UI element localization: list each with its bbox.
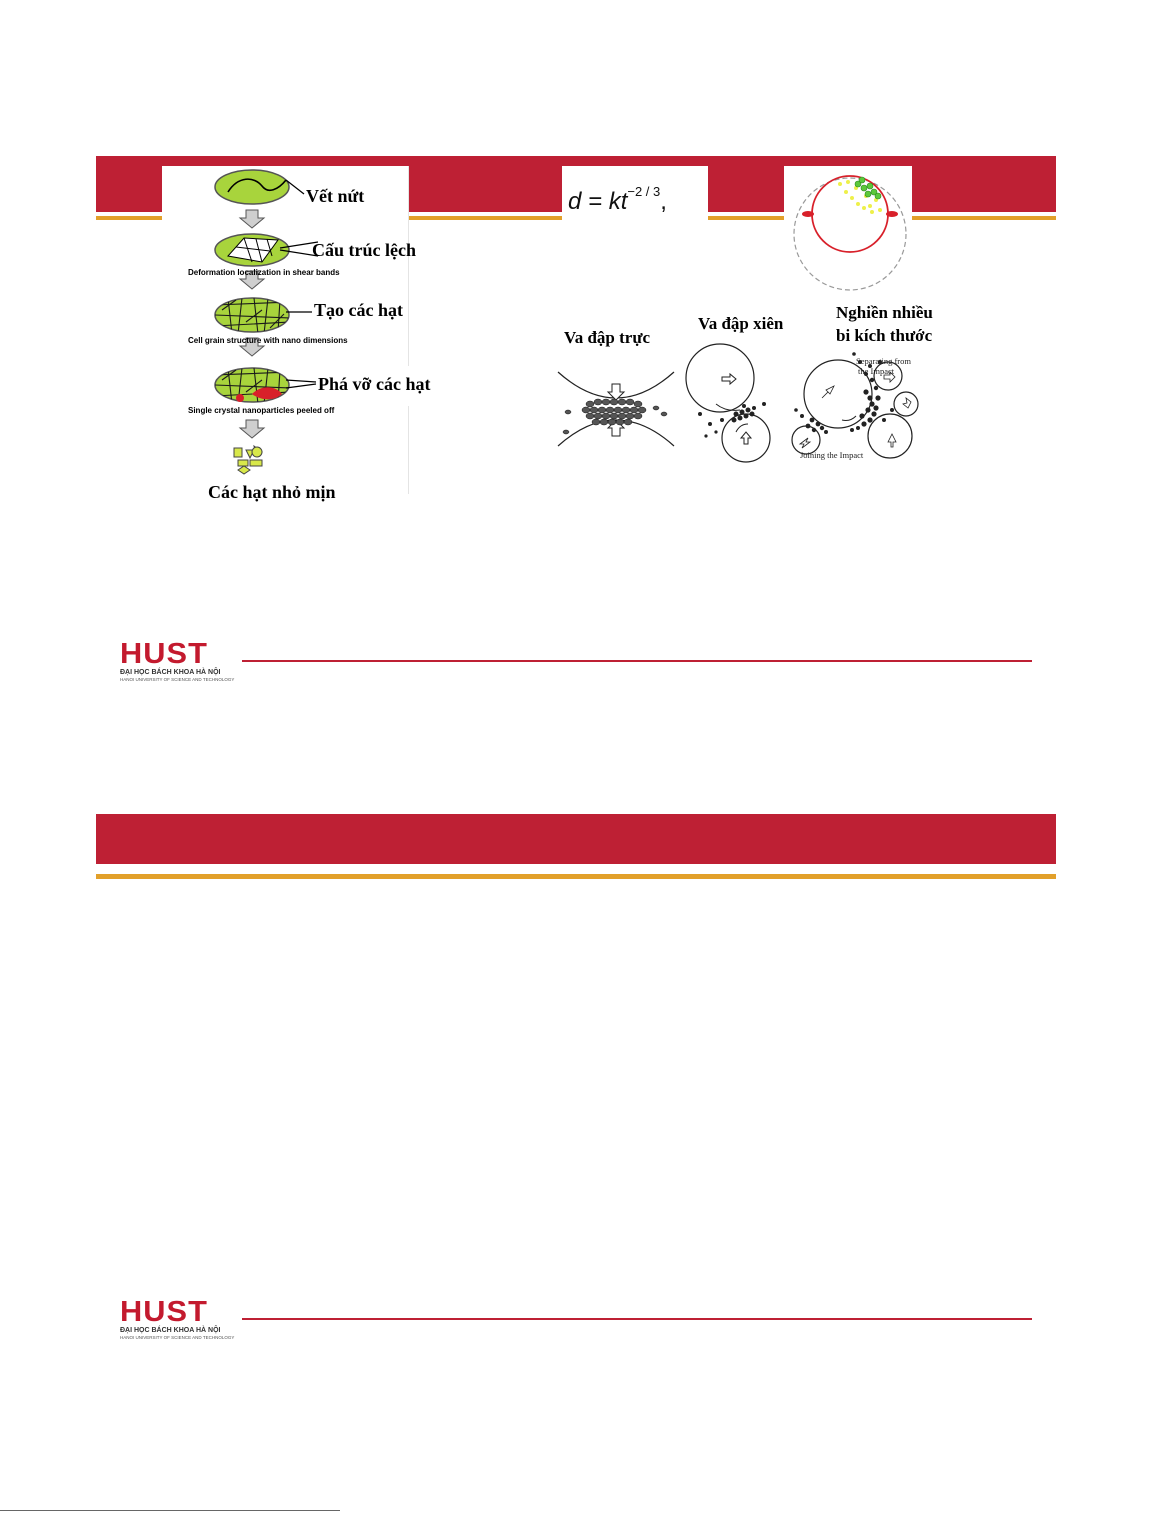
hust-logo-line2: HANOI UNIVERSITY OF SCIENCE AND TECHNOLOGY	[120, 1335, 235, 1340]
arrow-icon	[822, 386, 834, 398]
up-arrow-icon	[741, 432, 751, 444]
flow-step4-label: Phá vỡ các hạt	[318, 374, 431, 394]
multi-size-diagram	[792, 352, 918, 458]
joining-note: Joining the Impact	[800, 450, 864, 460]
separating-note-line1: Separating from	[856, 356, 911, 366]
hust-logo-word: HUST	[120, 1296, 208, 1328]
hust-logo	[120, 638, 235, 683]
hust-logo-line2: HANOI UNIVERSITY OF SCIENCE AND TECHNOLOGY	[120, 677, 235, 682]
formula-main: d = kt	[568, 188, 628, 215]
right-arrow-icon	[722, 374, 736, 384]
arrow-icon	[888, 434, 896, 447]
impact-diagrams	[0, 0, 1153, 520]
flow-step3-caption: Cell grain structure with nano dimensions	[188, 336, 348, 345]
impact-multi-label-line2: bi kích thước	[836, 326, 933, 345]
hust-logo	[120, 1296, 235, 1341]
slide1-footer-line	[242, 660, 1032, 662]
slide2-footer-line	[242, 1318, 1032, 1320]
page-bottom-rule	[0, 1510, 340, 1511]
flow-step1-label: Vết nứt	[306, 186, 365, 206]
arrow-icon	[903, 398, 911, 408]
flow-step4-caption: Single crystal nanoparticles peeled off	[188, 406, 335, 415]
hust-logo-line1: ĐẠI HỌC BÁCH KHOA HÀ NỘI	[120, 669, 221, 676]
impact-direct-label: Va đập trực	[564, 328, 651, 347]
impact-oblique-label: Va đập xiên	[698, 314, 784, 333]
hust-logo-line1: ĐẠI HỌC BÁCH KHOA HÀ NỘI	[120, 1327, 221, 1334]
hust-logo-word: HUST	[120, 638, 208, 670]
slide2-header-underline	[96, 874, 1056, 879]
arrow-icon	[800, 438, 810, 448]
direct-impact-diagram	[558, 372, 674, 446]
flow-step5-label: Các hạt nhỏ mịn	[208, 482, 336, 502]
separating-note-line2: the Impact	[858, 366, 895, 376]
impact-multi-label-line1: Nghiền nhiều	[836, 303, 933, 322]
flow-step2-label: Cấu trúc lệch	[312, 240, 416, 260]
flow-step2-caption: Deformation localization in shear bands	[188, 268, 340, 277]
oblique-impact-diagram	[686, 344, 770, 462]
slide2-header-bar	[96, 814, 1056, 864]
formula-exponent: −2 / 3	[627, 184, 661, 199]
formula-comma: ,	[660, 188, 667, 215]
flow-step3-label: Tạo các hạt	[314, 300, 403, 320]
